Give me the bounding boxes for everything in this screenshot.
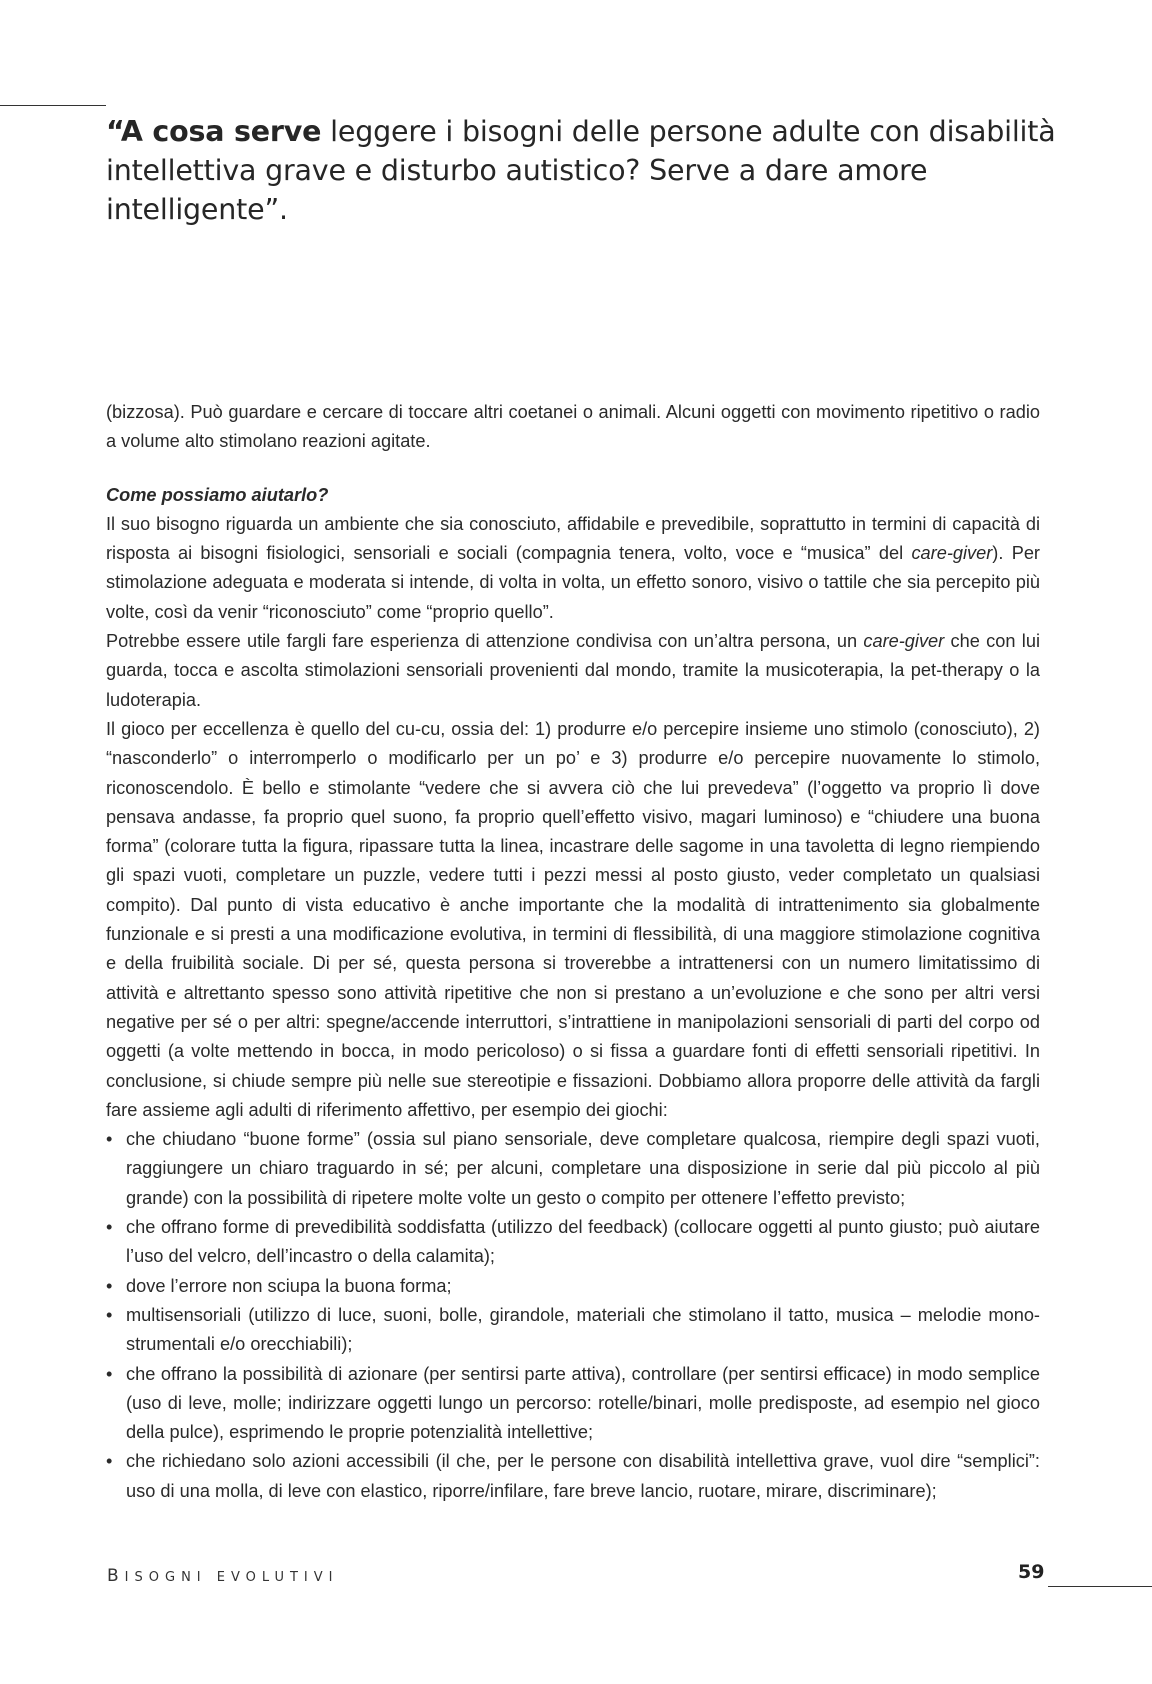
paragraph-2 [106,627,1040,715]
list-item-text: multisensoriali (utilizzo di luce, suoni, bolle, girandole, materiali che stimolano il tatto, musica – melodie mono-strumentali e/o orecchiabili); [126,1304,1040,1355]
list-item-text: che chiudano “buone forme” (ossia sul piano sensoriale, deve completare qualcosa, riempire degli spazi vuoti, raggiungere un chiaro traguardo in sé; per alcuni, completare una disposizione in serie dal più piccolo al più grande) con la possibilità di ripetere molte volte un gesto o compito per ottenere l’effetto previsto; [126,1129,1040,1208]
intro-paragraph: (bizzosa). Può guardare e cercare di toccare altri coetanei o animali. Alcuni oggetti con movimento ripetitivo o radio a volume alto stimolano reazioni agitate. [106,402,1040,452]
header-quote [106,112,1066,229]
paragraph-2-emphasis: care-giver [863,631,945,652]
list-item-text: che offrano forme di prevedibilità soddisfatta (utilizzo del feedback) (collocare oggetti al punto giusto; può aiutare l’uso del velcro, dell’incastro o della calamita); [126,1217,1040,1267]
paragraph-1-text-a: Il suo bisogno riguarda un ambiente che sia conosciuto, affidabile e prevedibile, soprattutto in termini di capacità di risposta ai bisogni fisiologici, sensoriali e sociali (compagnia tenera, volto, voce e “musica” del [106,513,1040,564]
bullet-glyph: • [106,1304,113,1325]
paragraph-1 [106,510,1040,627]
list-item [106,1213,1040,1272]
header-quote-bold: “A cosa serve [106,115,322,148]
list-item [106,1272,1040,1301]
bullet-list [106,1125,1040,1506]
paragraph-3: Il gioco per eccellenza è quello del cu-cu, ossia del: 1) produrre e/o percepire insieme uno stimolo (conosciuto), 2) “nasconderlo” o interromperlo o modificarlo per un po’ e 3) produrre e/o percepire nuovamente lo stimolo, riconoscendolo. È bello e stimolante “vedere che si avvera ciò che lui prevedeva” (l’oggetto va proprio lì dove pensava andasse, fa proprio quel suono, fa proprio quell’effetto visivo, magari luminoso) e “chiudere una buona forma” (colorare tutta la figura, ripassare tutta la linea, incastrare delle sagome in una tavoletta di legno riempiendo gli spazi vuoti, completare un puzzle, vedere tutti i pezzi messi al posto giusto, veder completato un qualsiasi compito). Dal punto di vista educativo è anche importante che la modalità di intrattenimento sia globalmente funzionale e si presti a una modificazione evolutiva, in termini di flessibilità, di una maggiore stimolazione cognitiva e della fruibilità sociale. Di per sé, questa persona si troverebbe a intrattenersi con un numero limitatissimo di attività e altrettanto spesso sono attività ripetitive che non si prestano a un’evoluzione e che sono per altri versi negative per sé o per altri: spegne/accende interruttori, s’intrattiene in manipolazioni sensoriali di parti del corpo od oggetti (a volte mettendo in bocca, in modo pericoloso) o si fissa a guardare fonti di effetti sensoriali ripetitivi. In conclusione, si chiude sempre più nelle sue stereotipie e fissazioni. Dobbiamo allora proporre delle attività da fargli fare assieme agli adulti di riferimento affettivo, per esempio dei giochi: [106,718,1040,1120]
running-footer-initial: B [107,1566,125,1586]
list-item-text: dove l’errore non sciupa la buona forma; [126,1275,452,1296]
list-item [106,1360,1040,1448]
paragraph-2-text-a: Potrebbe essere utile fargli fare esperienza di attenzione condivisa con un’altra persona, un [106,631,864,652]
page-number: 59 [1018,1561,1045,1583]
running-footer-rest: ISOGNI EVOLUTIVI [124,1570,339,1585]
body-text [106,398,1040,1506]
running-footer-section [107,1566,338,1586]
header-quote-rest: leggere i bisogni delle persone adulte con disabilità intellettiva grave e disturbo autistico? Serve a dare amore intelligente”. [106,115,1056,226]
list-item [106,1301,1040,1360]
paragraph-1-emphasis: care-giver [911,543,993,564]
list-item-text: che offrano la possibilità di azionare (per sentirsi parte attiva), controllare (per sentirsi efficace) in modo semplice (uso di leve, molle; indirizzare oggetti lungo un percorso: rotelle/binari, molle predisposte, ad esempio nel gioco della pulce), esprimendo le proprie potenzialità intellettive; [126,1363,1040,1443]
list-item-text: che richiedano solo azioni accessibili (il che, per le persone con disabilità intellettiva grave, vuol dire “semplici”: uso di una molla, di leve con elastico, riporre/infilare, fare breve lancio, ruotare, mirare, discriminare); [126,1451,1040,1501]
section-heading: Come possiamo aiutarlo? [106,484,329,505]
paragraph-1-text-b: ). Per stimolazione adeguata e moderata si intende, di volta in volta, un effetto sonoro, visivo o tattile che sia percepito più volte, così da venir “riconosciuto” come “proprio quello”. [106,543,1040,622]
top-rule [0,105,106,106]
paragraph-2-text-b: che con lui guarda, tocca e ascolta stimolazioni sensoriali provenienti dal mondo, tramite la musicoterapia, la pet-therapy o la ludoterapia. [106,631,1040,710]
bullet-glyph: • [106,1451,113,1472]
bullet-glyph: • [106,1129,113,1150]
bottom-rule [1048,1586,1152,1587]
bullet-glyph: • [106,1363,113,1384]
bullet-glyph: • [106,1275,113,1296]
list-item [106,1125,1040,1213]
list-item [106,1447,1040,1506]
bullet-glyph: • [106,1217,113,1238]
